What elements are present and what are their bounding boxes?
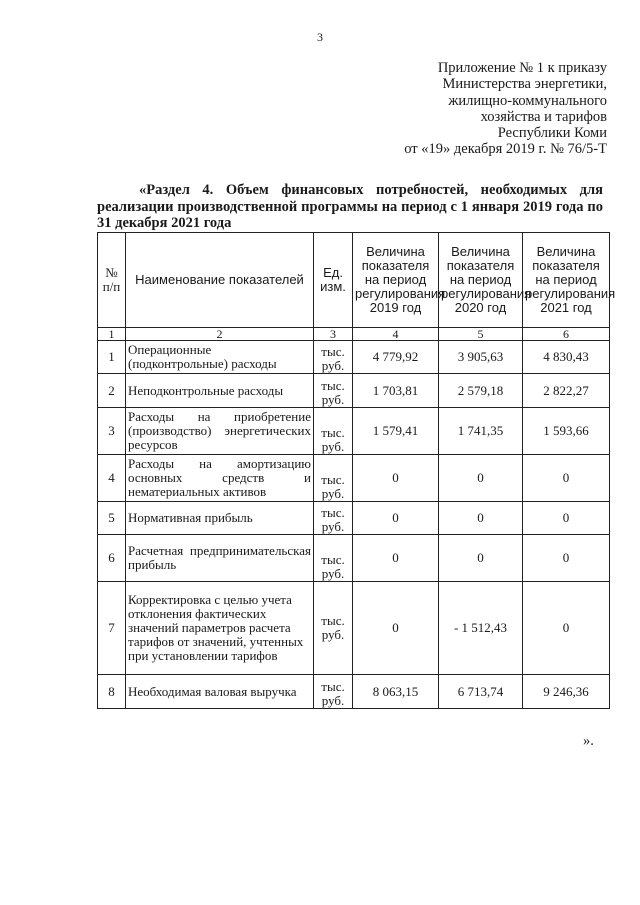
table-row xyxy=(98,535,610,582)
table-row xyxy=(98,502,610,535)
table-row xyxy=(98,675,610,709)
row-unit: тыс. руб. xyxy=(314,675,353,709)
row-value-2021: 1 593,66 xyxy=(523,408,610,455)
header-unit: Ед. изм. xyxy=(314,233,353,328)
header-2019: Величина показателя на период регулирования 2019 год xyxy=(353,233,439,328)
appendix-line: от «19» декабря 2019 г. № 76/5-Т xyxy=(404,141,607,158)
row-value-2021: 0 xyxy=(523,535,610,582)
row-value-2021: 0 xyxy=(523,502,610,535)
row-value-2019: 0 xyxy=(353,582,439,675)
appendix-line: хозяйства и тарифов xyxy=(480,108,607,125)
row-value-2019: 0 xyxy=(353,535,439,582)
closing-quote: ». xyxy=(583,733,594,749)
row-value-2019: 1 703,81 xyxy=(353,374,439,408)
row-number: 2 xyxy=(98,374,126,408)
row-value-2020: 0 xyxy=(439,502,523,535)
row-value-2019: 0 xyxy=(353,502,439,535)
row-value-2019: 1 579,41 xyxy=(353,408,439,455)
row-value-2020: 1 741,35 xyxy=(439,408,523,455)
row-unit: тыс. руб. xyxy=(314,455,353,502)
row-unit: тыс. руб. xyxy=(314,408,353,455)
row-name: Расходы на амортизацию основных средств и нематериальных активов xyxy=(126,455,314,502)
appendix-line: Министерства энергетики, xyxy=(442,76,607,93)
row-unit: тыс. руб. xyxy=(314,582,353,675)
row-number: 3 xyxy=(98,408,126,455)
column-index: 2 xyxy=(126,328,314,341)
row-value-2020: 6 713,74 xyxy=(439,675,523,709)
header-2020: Величина показателя на период регулирования 2020 год xyxy=(439,233,523,328)
page-number: 3 xyxy=(317,30,323,44)
row-value-2020: 3 905,63 xyxy=(439,341,523,374)
row-name: Расходы на приобретение (производство) энергетических ресурсов xyxy=(126,408,314,455)
column-index: 4 xyxy=(353,328,439,341)
row-value-2019: 0 xyxy=(353,455,439,502)
row-unit: тыс. руб. xyxy=(314,341,353,374)
appendix-line: Приложение № 1 к приказу xyxy=(437,60,607,76)
column-index: 6 xyxy=(523,328,610,341)
row-value-2020: 2 579,18 xyxy=(439,374,523,408)
row-name: Необходимая валовая выручка xyxy=(126,675,314,709)
row-number: 4 xyxy=(98,455,126,502)
row-unit: тыс. руб. xyxy=(314,535,353,582)
row-name: Корректировка с целью учета отклонения фактических значений параметров расчета тарифов от значений, учтенных при установлении тарифов xyxy=(126,582,314,675)
column-index: 3 xyxy=(314,328,353,341)
row-value-2021: 0 xyxy=(523,582,610,675)
row-number: 6 xyxy=(98,535,126,582)
row-unit: тыс. руб. xyxy=(314,502,353,535)
row-name: Операционные (подконтрольные) расходы xyxy=(126,341,314,374)
row-unit: тыс. руб. xyxy=(314,374,353,408)
row-name: Нормативная прибыль xyxy=(126,502,314,535)
section-title: «Раздел 4. Объем финансовых потребностей, необходимых для реализации производственной программы на период с 1 января 2019 года по 31 декабря 2021 года xyxy=(97,182,603,231)
row-number: 5 xyxy=(98,502,126,535)
row-value-2021: 4 830,43 xyxy=(523,341,610,374)
table-row xyxy=(98,408,610,455)
column-index: 1 xyxy=(98,328,126,341)
header-2021: Величина показателя на период регулирования 2021 год xyxy=(523,233,610,328)
appendix-block xyxy=(404,60,607,158)
table-row xyxy=(98,341,610,374)
row-number: 7 xyxy=(98,582,126,675)
column-index-row xyxy=(98,328,610,341)
header-num: № п/п xyxy=(98,233,126,328)
row-value-2020: 0 xyxy=(439,535,523,582)
row-name: Расчетная предпринимательская прибыль xyxy=(126,535,314,582)
table-row xyxy=(98,374,610,408)
row-number: 1 xyxy=(98,341,126,374)
column-index: 5 xyxy=(439,328,523,341)
row-value-2020: 0 xyxy=(439,455,523,502)
row-number: 8 xyxy=(98,675,126,709)
row-value-2021: 9 246,36 xyxy=(523,675,610,709)
appendix-line: Республики Коми xyxy=(497,125,607,142)
row-value-2020: - 1 512,43 xyxy=(439,582,523,675)
financial-needs-table xyxy=(97,232,616,709)
table-header-row xyxy=(98,233,610,328)
header-name: Наименование показателей xyxy=(126,233,314,328)
table-row xyxy=(98,582,610,675)
appendix-line: жилищно-коммунального xyxy=(448,92,607,109)
row-value-2021: 0 xyxy=(523,455,610,502)
row-value-2021: 2 822,27 xyxy=(523,374,610,408)
table-row xyxy=(98,455,610,502)
row-value-2019: 8 063,15 xyxy=(353,675,439,709)
row-name: Неподконтрольные расходы xyxy=(126,374,314,408)
row-value-2019: 4 779,92 xyxy=(353,341,439,374)
